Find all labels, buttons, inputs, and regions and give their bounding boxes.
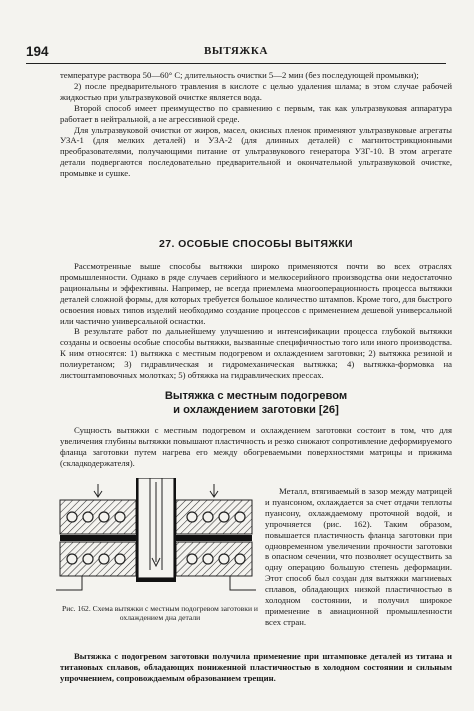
section-paragraph: В результате работ по дальнейшему улучшению и интенсификации процесса глубокой вытяжки созданы и освоены особые способы вытяжки, вызванные специфичностью того или иного производства. К ним относятся: 1) вытяжка с местным подогревом и охлаждением заготовки; 2) вытяжка резиной и полиуретаном; 3) гидравлическая и гидромеханическая вытяжка; 4) вытяжка-формовка на листоштамповочных молотках; 5) обтяжка на гидравлических прессах. [60,326,452,381]
subsection-intro [60,425,452,469]
page-number: 194 [26,44,49,59]
intro-paragraph: 2) после предварительного травления в кислоте с целью удаления шлама; в этом случае рабочей жидкостью при ультразвуковой очистке является вода. [60,80,452,102]
final-text [60,651,452,684]
section-text [60,261,452,381]
subsection-title [60,389,452,417]
intro-paragraph: Для ультразвуковой очистки от жиров, масел, окисных пленок применяют ультразвуковые агрегаты УЗА-1 (для мелких деталей) и УЗА-2 (для длинных деталей) с магнитострикционными преобразователями, получающими питание от ультразвукового генератора УЗГ-10. В этом агрегате детали подвергаются последовательно предварительной и окончательной ультразвуковой очистке, промывке и сушке. [60,124,452,179]
subsection-column-paragraph: Металл, втягиваемый в зазор между матрицей и пуансоном, охлаждается за счет отдачи теплоты пуансону, охлаждаемому проточной водой, и упрочняется (рис. 162). Таким образом, повышается пластичность фланца заготовки при одновременном увеличении прочности заготовки в опасном сечении, что позволяет осуществить за одну операцию большую степень деформации. Этот способ был создан для вытяжки магниевых сплавов, обладающих низкой пластичностью в холодном состоянии, и получил широкое применение в авиационной промышленности всех стран. [265,486,452,627]
subsection-paragraph: Сущность вытяжки с местным подогревом и охлаждением заготовки состоит в том, что для увеличения глубины вытяжки повышают пластичность и резко снижают сопротивление деформируемого фланца заготовки путем нагрева его между обогреваемыми поверхностями матрицы и прижима (складкодержателя). [60,425,452,468]
final-paragraph: Вытяжка с подогревом заготовки получила применение при штамповке деталей из титана и титановых сплавов, обладающих пониженной пластичностью в холодном состоянии и сильным упрочнением, сопровождаемым образованием трещин. [60,651,452,683]
subsection-title-line: Вытяжка с местным подогревом [164,390,348,402]
force-arrow [94,484,102,497]
header-rule [26,63,446,64]
intro-paragraph: Второй способ имеет преимущество по сравнению с первым, так как ультразвуковая аппаратура работает в нейтральной, а не агрессивной среде. [60,102,452,124]
cup-wall-right [174,478,176,582]
figure-162-diagram [52,478,260,596]
page-header [26,44,446,60]
blank-flange-right [176,535,252,541]
cup-wall-left [136,478,138,582]
force-arrow [210,484,218,497]
intro-paragraph: температуре раствора 50—60° С; длительность очистки 5—2 мин (без последующей промывки); [60,70,419,80]
heater-lead [230,576,256,590]
intro-text [60,70,452,179]
section-paragraph: Рассмотренные выше способы вытяжки широко применяются почти во всех отраслях промышленности. Однако в ряде случаев серийного и мелкосерийного производства они недостаточно рациональны и эффективны. Например, не всегда приемлема многооперационность процесса вытяжки деталей сложной формы, для которых требуется большое количество штампов. Кроме того, для быстрого освоения новых типов изделий необходимо создание процессов с применением дешевой универсальной или частично универсальной оснастки. [60,261,452,326]
blank-flange-left [60,535,136,541]
cup-bottom [136,578,176,582]
subsection-title-line: и охлаждением заготовки [26] [173,404,339,416]
figure-caption: Рис. 162. Схема вытяжки с местным подогревом заготовки и охлаждением дна детали [62,604,258,622]
section-title: 27. ОСОБЫЕ СПОСОБЫ ВЫТЯЖКИ [159,238,353,250]
heater-lead [56,576,82,590]
running-title: ВЫТЯЖКА [204,45,268,57]
subsection-column-text [265,486,452,628]
